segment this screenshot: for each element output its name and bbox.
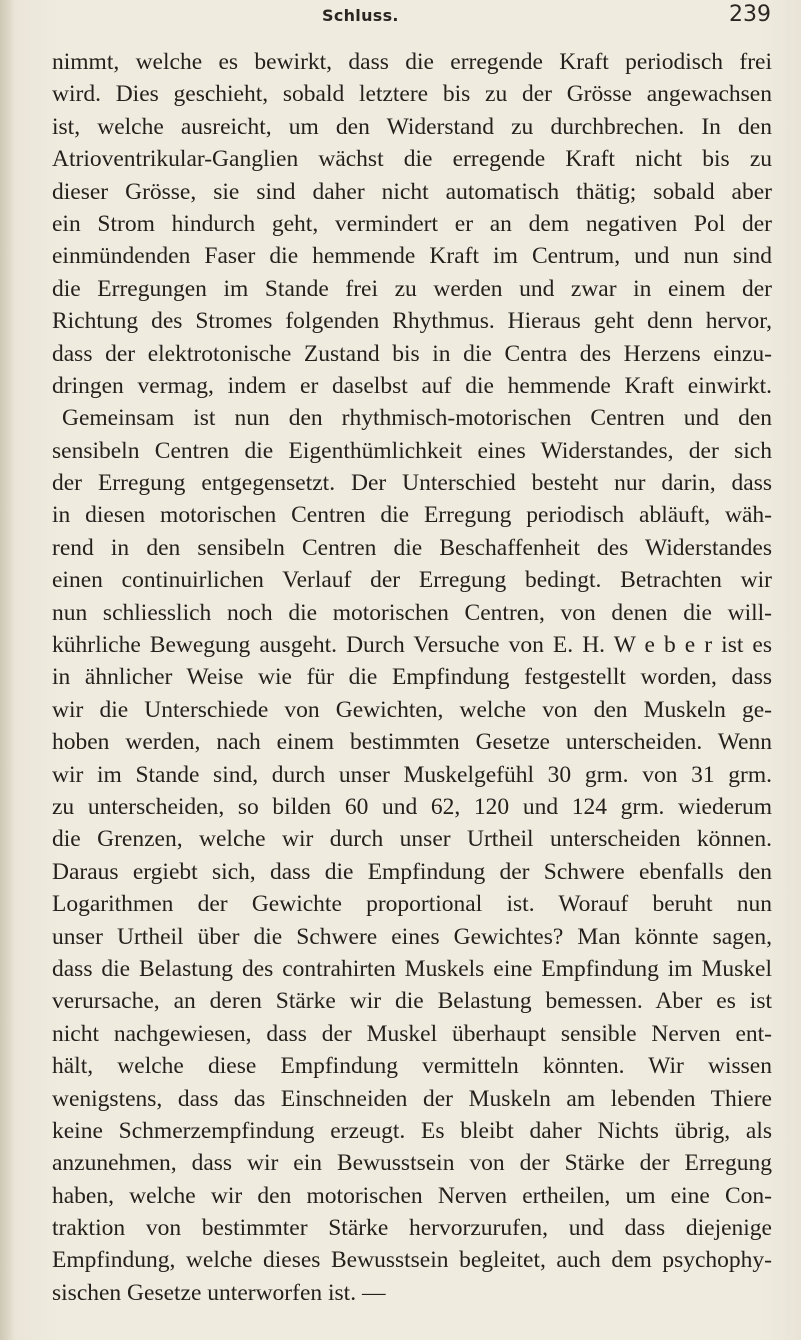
text-line: hält, welche diese Empfindung vermitteln könnten. Wir wissen xyxy=(52,1053,772,1080)
text-line: dass die Belastung des contrahirten Muskels eine Empfindung im Muskel xyxy=(52,955,772,982)
text-line: ein Strom hindurch geht, vermindert er an dem negativen Pol der xyxy=(52,210,772,237)
text-line: die Erregungen im Stande frei zu werden und zwar in einem der xyxy=(52,275,772,302)
text-line: in diesen motorischen Centren die Erregung periodisch abläuft, wäh- xyxy=(52,502,772,529)
text-line: kührliche Bewegung ausgeht. Durch Versuche von E. H. W e b e r ist es xyxy=(52,632,772,659)
text-line: in ähnlicher Weise wie für die Empfindung festgestellt worden, dass xyxy=(52,664,772,691)
text-line: Atrioventrikular-Ganglien wächst die erregende Kraft nicht bis zu xyxy=(52,146,772,173)
text-line: rend in den sensibeln Centren die Beschaffenheit des Widerstandes xyxy=(52,534,772,561)
text-line: der Erregung entgegensetzt. Der Unterschied besteht nur darin, dass xyxy=(52,470,772,497)
text-line: Gemeinsam ist nun den rhythmisch-motorischen Centren und den xyxy=(62,405,772,432)
text-line: zu unterscheiden, so bilden 60 und 62, 120 und 124 grm. wiederum xyxy=(52,793,772,820)
text-line: haben, welche wir den motorischen Nerven ertheilen, um eine Con- xyxy=(52,1182,772,1209)
text-line: nun schliesslich noch die motorischen Centren, von denen die will- xyxy=(52,599,772,626)
text-line: verursache, an deren Stärke wir die Belastung bemessen. Aber es ist xyxy=(52,988,772,1015)
text-line: ist, welche ausreicht, um den Widerstand zu durchbrechen. In den xyxy=(52,113,772,140)
text-line: wir im Stande sind, durch unser Muskelgefühl 30 grm. von 31 grm. xyxy=(52,761,772,788)
text-line: anzunehmen, dass wir ein Bewusstsein von der Stärke der Erregung xyxy=(52,1150,772,1177)
text-line: wenigstens, dass das Einschneiden der Muskeln am lebenden Thiere xyxy=(52,1085,772,1112)
text-line: Empfindung, welche dieses Bewusstsein begleitet, auch dem psychophy- xyxy=(52,1247,772,1274)
text-line: traktion von bestimmter Stärke hervorzurufen, und dass diejenige xyxy=(52,1215,772,1242)
text-line: dringen vermag, indem er daselbst auf die hemmende Kraft einwirkt. xyxy=(52,372,772,399)
text-line: einmündenden Faser die hemmende Kraft im Centrum, und nun sind xyxy=(52,243,772,270)
text-line: dieser Grösse, sie sind daher nicht automatisch thätig; sobald aber xyxy=(52,178,772,205)
text-line: hoben werden, nach einem bestimmten Gesetze unterscheiden. Wenn xyxy=(52,729,772,756)
text-line: wird. Dies geschieht, sobald letztere bis zu der Grösse angewachsen xyxy=(52,81,772,108)
page-header xyxy=(0,0,801,40)
text-line: Daraus ergiebt sich, dass die Empfindung der Schwere ebenfalls den xyxy=(52,858,772,885)
text-line: unser Urtheil über die Schwere eines Gewichtes? Man könnte sagen, xyxy=(52,923,772,950)
text-line: sensibeln Centren die Eigenthümlichkeit eines Widerstandes, der sich xyxy=(52,437,772,464)
text-line: sischen Gesetze unterworfen ist. — xyxy=(52,1279,386,1306)
text-line: nicht nachgewiesen, dass der Muskel überhaupt sensible Nerven ent- xyxy=(52,1020,772,1047)
text-line: Logarithmen der Gewichte proportional ist. Worauf beruht nun xyxy=(52,891,772,918)
text-line: dass der elektrotonische Zustand bis in die Centra des Herzens einzu- xyxy=(52,340,772,367)
text-line: wir die Unterschiede von Gewichten, welche von den Muskeln ge- xyxy=(52,696,772,723)
text-line: Richtung des Stromes folgenden Rhythmus. Hieraus geht denn hervor, xyxy=(52,308,772,335)
running-head: Schluss. xyxy=(322,6,399,25)
text-line: nimmt, welche es bewirkt, dass die erregende Kraft periodisch frei xyxy=(52,49,772,75)
text-line: keine Schmerzempfindung erzeugt. Es bleibt daher Nichts übrig, als xyxy=(52,1117,772,1144)
text-line: die Grenzen, welche wir durch unser Urtheil unterscheiden können. xyxy=(52,826,772,853)
page-gutter-shadow xyxy=(0,0,14,1340)
page-number: 239 xyxy=(729,2,771,27)
body-text xyxy=(52,46,772,1309)
text-line: einen continuirlichen Verlauf der Erregung bedingt. Betrachten wir xyxy=(52,567,772,594)
